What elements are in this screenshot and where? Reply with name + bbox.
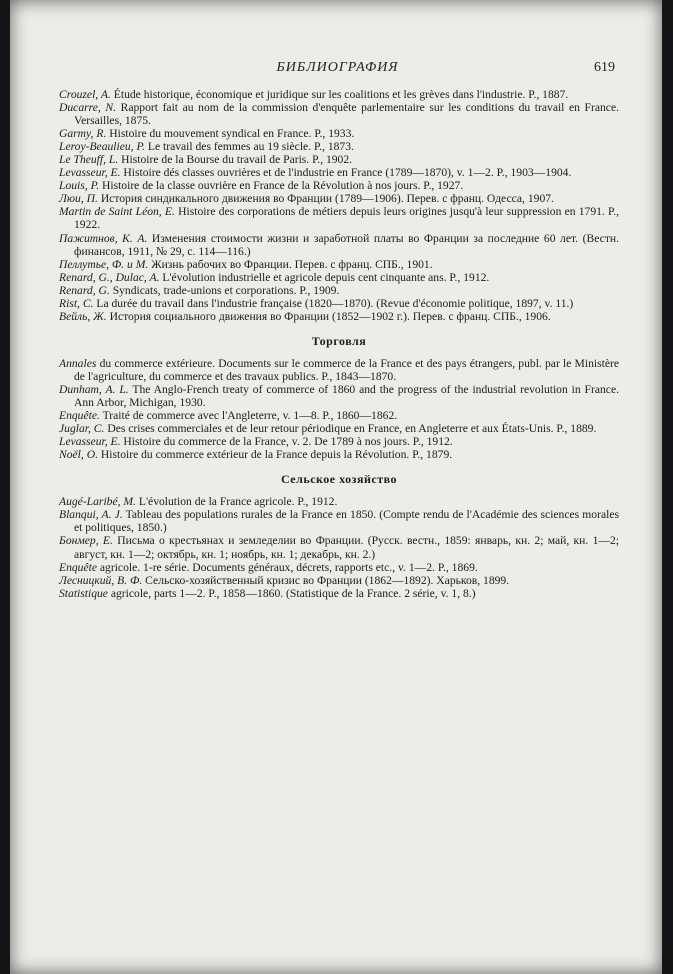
bibliography-content: [59, 88, 619, 600]
entry-author: Blanqui, A. J.: [59, 508, 123, 522]
bibliography-entry: [59, 409, 619, 422]
bibliography-entry: [59, 192, 619, 205]
running-title: БИБЛИОГРАФИЯ: [276, 60, 399, 75]
entry-text: Письма о крестьянах и земледелии во Франции. (Русск. вестн., 1859: январь, кн. 2; май, кн. 1—2; август, кн. 1—2; октябрь, кн. 1; ноябрь, кн. 1; декабрь, кн. 2.): [74, 534, 619, 561]
bibliography-entry: [59, 205, 619, 231]
entry-text: agricole. 1-re série. Documents généraux, décrets, rapports etc., v. 1—2. P., 1869.: [99, 560, 478, 574]
entry-author: Renard, G.: [59, 283, 110, 297]
entry-text: История социального движения во Франции (1852—1902 г.). Перев. с франц. СПБ., 1906.: [109, 309, 551, 323]
entry-author: Juglar, C.: [59, 422, 105, 436]
entry-text: Tableau des populations rurales de la France en 1850. (Compte rendu de l'Académie des sciences morales et politiques, 1850.): [74, 508, 619, 535]
entry-author: Rist, C.: [59, 296, 94, 310]
entry-author: Renard, G., Dulac, A.: [59, 270, 160, 284]
bibliography-entry: [59, 357, 619, 383]
entry-author: Вейль, Ж.: [59, 309, 107, 323]
entry-author: Люи, П.: [59, 192, 98, 206]
entry-text: История синдикального движения во Франции (1789—1906). Перев. с франц. Одесса, 1907.: [100, 192, 554, 206]
section-heading: Сельское хозяйство: [280, 472, 397, 487]
bibliography-entry: [59, 310, 619, 323]
entry-text: Histoire dés classes ouvrières et de l'industrie en France (1789—1870), v. 1—2. P., 1903—1904.: [123, 166, 572, 180]
bibliography-entry: [59, 383, 619, 409]
entry-author: Louis, P.: [59, 179, 100, 193]
bibliography-entry: [59, 271, 619, 284]
entry-author: Пажитнов, К. А.: [59, 231, 148, 245]
entry-author: Enquête: [59, 560, 97, 574]
entry-author: Statistique: [59, 586, 108, 600]
entry-text: Сельско-хозяйственный кризис во Франции (1862—1892). Харьков, 1899.: [145, 573, 510, 587]
book-page: [10, 0, 662, 974]
bibliography-entry: [59, 140, 619, 153]
entry-author: Бонмер, Е.: [59, 534, 113, 548]
bibliography-entry: [59, 88, 619, 101]
entry-text: Жизнь рабочих во Франции. Перев. с франц. СПБ., 1901.: [151, 257, 433, 271]
entry-text: L'évolution industrielle et agricole depuis cent cinquante ans. P., 1912.: [162, 270, 490, 284]
entry-text: Des crises commerciales et de leur retour périodique en France, en Angleterre et aux États-Unis. P., 1889.: [107, 422, 597, 436]
bibliography-entry: [59, 508, 619, 534]
entry-author: Ducarre, N.: [59, 101, 116, 115]
bibliography-entry: [59, 232, 619, 258]
entry-text: Traité de commerce avec l'Angleterre, v. 1—8. P., 1860—1862.: [102, 409, 398, 423]
entry-author: Le Theuff, L.: [59, 153, 119, 167]
entry-text: Изменения стоимости жизни и заработной платы во Франции за последние 60 лет. (Вестн. финансов, 1911, № 29, с. 114—116.): [74, 231, 619, 258]
bibliography-entry: [59, 561, 619, 574]
entry-text: du commerce extérieure. Documents sur le commerce de la France et des pays étrangers, publ. par le Ministère de l'agriculture, du commerce et des travaux publics. P., 1843—1870.: [74, 356, 619, 383]
entry-author: Leroy-Beaulieu, P.: [59, 140, 145, 154]
entry-author: Dunham, A. L.: [59, 382, 129, 396]
bibliography-entry: [59, 534, 619, 560]
bibliography-list: [59, 495, 619, 599]
bibliography-entry: [59, 587, 619, 600]
bibliography-list: [59, 88, 619, 323]
entry-text: Histoire de la Bourse du travail de Paris. P., 1902.: [121, 153, 353, 167]
bibliography-entry: [59, 448, 619, 461]
bibliography-entry: [59, 495, 619, 508]
entry-author: Enquête.: [59, 409, 100, 423]
entry-author: Annales: [59, 356, 97, 370]
entry-author: Пеллутье, Ф. и М.: [59, 257, 149, 271]
entry-text: Histoire des corporations de métiers depuis leurs origines jusqu'à leur suppression en 1791. P., 1922.: [74, 205, 619, 232]
entry-text: Histoire du commerce de la France, v. 2. De 1789 à nos jours. P., 1912.: [123, 435, 453, 449]
entry-author: Levasseur, E.: [59, 166, 121, 180]
entry-text: Étude historique, économique et juridique sur les coalitions et les grèves dans l'industrie. P., 1887.: [113, 88, 569, 101]
bibliography-entry: [59, 435, 619, 448]
page-number: 619: [594, 60, 615, 75]
entry-author: Levasseur, E.: [59, 435, 121, 449]
entry-author: Лесницкий, В. Ф.: [59, 573, 143, 587]
entry-author: Crouzel, A.: [59, 88, 111, 101]
entry-text: Histoire du mouvement syndical en France. P., 1933.: [109, 127, 355, 141]
entry-text: Histoire du commerce extérieur de la France depuis la Révolution. P., 1879.: [100, 448, 453, 462]
bibliography-entry: [59, 297, 619, 310]
bibliography-entry: [59, 153, 619, 166]
entry-author: Martin de Saint Léon, E.: [59, 205, 175, 219]
entry-text: La durée du travail dans l'industrie française (1820—1870). (Revue d'économie politique, 1897, v. 11.): [96, 296, 574, 310]
bibliography-entry: [59, 258, 619, 271]
bibliography-entry: [59, 166, 619, 179]
bibliography-entry: [59, 127, 619, 140]
bibliography-entry: [59, 101, 619, 127]
entry-text: Histoire de la classe ouvrière en France de la Révolution à nos jours. P., 1927.: [101, 179, 464, 193]
entry-text: Le travail des femmes au 19 siècle. P., 1873.: [147, 140, 354, 154]
section-heading: Торговля: [311, 333, 367, 348]
entry-text: agricole, parts 1—2. P., 1858—1860. (Statistique de la France. 2 série, v. 1, 8.): [110, 586, 476, 600]
entry-text: L'évolution de la France agricole. P., 1912.: [138, 495, 338, 509]
bibliography-entry: [59, 422, 619, 435]
bibliography-entry: [59, 179, 619, 192]
entry-author: Augé-Laribé, M.: [59, 495, 136, 509]
entry-text: The Anglo-French treaty of commerce of 1860 and the progress of the industrial revolution in France. Ann Arbor, Michigan, 1930.: [74, 382, 619, 410]
entry-text: Syndicats, trade-unions et corporations. P., 1909.: [112, 283, 340, 297]
entry-author: Noël, O.: [59, 448, 98, 462]
bibliography-list: [59, 357, 619, 461]
bibliography-entry: [59, 574, 619, 587]
entry-author: Garmy, R.: [59, 127, 107, 141]
bibliography-entry: [59, 284, 619, 297]
entry-text: Rapport fait au nom de la commission d'enquête parlementaire sur les conditions du travail en France. Versailles, 1875.: [74, 101, 619, 128]
